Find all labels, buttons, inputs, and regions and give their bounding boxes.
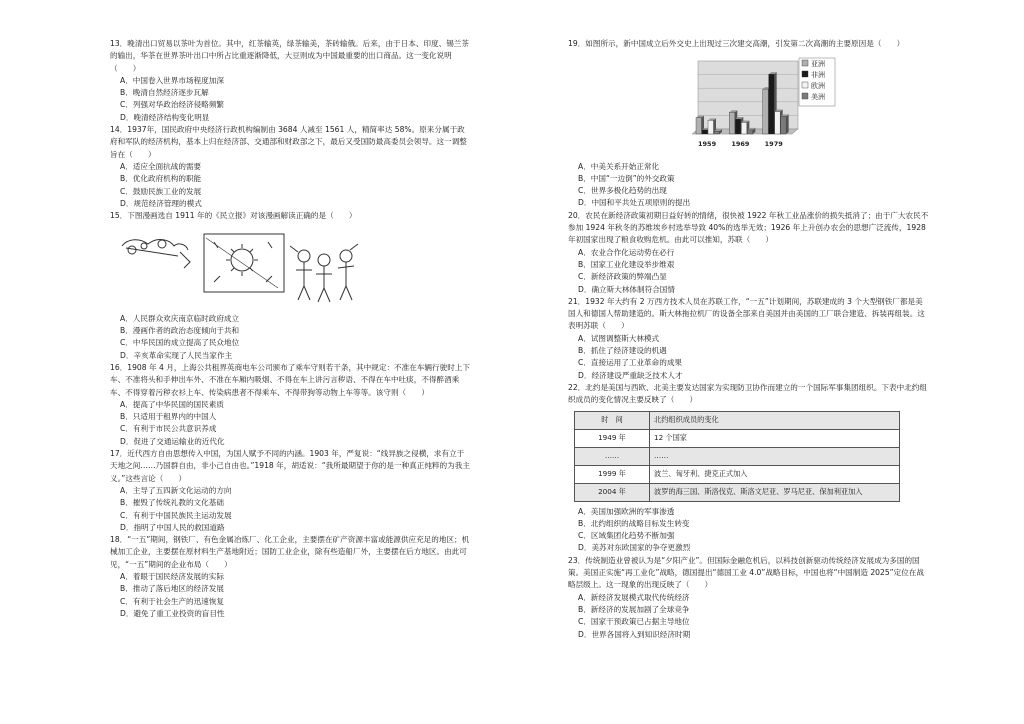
question-18 [110, 534, 470, 620]
diplomacy-bar-chart [678, 54, 838, 152]
option-a: A．中美关系开始正常化 [578, 161, 660, 171]
bar-非洲-1979 [769, 74, 775, 134]
table-cell: 2004 年 [575, 483, 650, 501]
table-row [575, 465, 900, 483]
option-b: B．优化政府机构的职能 [120, 174, 202, 184]
legend-swatch [802, 82, 808, 88]
option-b: B．推动了落后地区的经济发展 [120, 584, 224, 594]
table-row [575, 483, 900, 501]
legend-swatch [802, 60, 808, 66]
option-d: D．中国和平共处五项原则的提出 [578, 198, 691, 208]
bar-欧洲-1969 [741, 123, 747, 135]
option-b: B．晚清自然经济逐步瓦解 [120, 88, 209, 98]
question-stem: 15．下图漫画选自 1911 年的《民立报》对该漫画解读正确的是（ ） [110, 211, 357, 221]
option-d: D．指明了中国人民的救国道路 [120, 522, 225, 532]
x-tick-label: 1979 [764, 140, 783, 149]
bar-美洲-1959 [714, 132, 720, 135]
legend-entry: 非洲 [811, 71, 825, 80]
table-cell: 1949 年 [575, 429, 650, 447]
option-d: D．避免了重工业投资的盲目性 [120, 608, 225, 618]
option-c: C．有利于市民公共意识养成 [120, 424, 217, 434]
option-a: A．人民群众欢庆南京临时政府成立 [120, 313, 240, 323]
x-tick-label: 1969 [731, 140, 750, 149]
option-a: A．主导了五四新文化运动的方向 [120, 485, 232, 495]
bar-亚洲-1969 [729, 113, 735, 135]
question-stem: 19．如图所示，新中国成立后外交史上出现过三次建交高潮，引发第二次高潮的主要原因是（ ） [568, 39, 905, 48]
option-b: B．国家工业化建设举步维艰 [578, 259, 675, 269]
legend-entry: 亚洲 [811, 60, 825, 69]
table-cell: 波兰、匈牙利、捷克正式加入 [650, 465, 900, 483]
option-c: C．区域集团化趋势不断加强 [578, 531, 675, 541]
cartoon-illustration [118, 226, 368, 304]
bar-非洲-1969 [735, 119, 741, 134]
option-d: D．辛亥革命实现了人民当家作主 [120, 350, 233, 360]
option-b: B．新经济的发展加剧了全球竞争 [578, 604, 690, 614]
option-b: B．北约组织的战略目标发生转变 [578, 518, 690, 528]
option-a: A．中国卷入世界市场程度加深 [120, 75, 224, 85]
option-c: C．鼓励民族工业的发展 [120, 186, 202, 196]
option-a: A．着眼于国民经济发展的实际 [120, 571, 224, 581]
question-13 [110, 38, 470, 124]
option-c: C．有利于社会生产的迅速恢复 [120, 596, 225, 606]
table-row [575, 429, 900, 447]
bar-side [786, 115, 789, 135]
question-stem: 22．北约是美国与西欧、北美主要发达国家为实现防卫协作而建立的一个国际军事集团组织。下表中北约组织成员的变化情况主要反映了（ ） [568, 382, 927, 405]
table-header: 北约组织成员的变化 [650, 411, 900, 429]
left-column [110, 38, 470, 620]
option-a: A．适应全面抗战的需要 [120, 161, 202, 171]
question-stem: 16．1908 年 4 月，上海公共租界英商电车公司颁布了乘车守则若干条，其中规定：不准在车辆行驶时上下车、不准将头和手伸出车外、不准在车厢内吸烟、不得在车上讲污言秽语、不得在车中吐痰，不得醉酒乘车、不得穿着污秽衣衫上车、传染病患者不得乘车、不得带狗等动物上车等等。该守则（ ） [110, 362, 470, 397]
bar-美洲-1979 [781, 117, 787, 135]
option-a: A．新经济发展模式取代传统经济 [578, 592, 690, 602]
right-column [568, 38, 930, 641]
option-a: A．美国加强欧洲的军事渗透 [578, 506, 675, 516]
option-d: D．规范经济管理的模式 [120, 198, 202, 208]
option-c: C．直接运用了工业革命的成果 [578, 358, 683, 368]
option-c: C．新经济政策的弊端凸显 [578, 272, 667, 282]
option-c: C．世界多极化趋势的出现 [578, 186, 667, 196]
option-b: B．中国“一边倒”的外交政策 [578, 173, 675, 183]
question-22 [568, 382, 930, 555]
option-d: D．经济建设严重缺乏技术人才 [578, 370, 683, 380]
option-b: B．摧毁了传统礼教的文化基础 [120, 498, 224, 508]
question-23 [568, 555, 930, 641]
question-15 [110, 210, 470, 362]
bar-欧洲-1979 [775, 112, 781, 134]
legend-swatch [802, 71, 808, 77]
option-c: C．中华民国的成立提高了民众地位 [120, 338, 240, 348]
question-16 [110, 362, 470, 448]
option-b: B．抓住了经济建设的机遇 [578, 346, 667, 356]
table-cell: …… [650, 447, 900, 465]
nato-members-table [574, 411, 900, 502]
table-cell: 12 个国家 [650, 429, 900, 447]
question-stem: 21．1932 年大约有 2 万西方技术人员在苏联工作，“一五”计划期间，苏联建成的 3 个大型钢铁厂都是美国人和德国人帮助建造的。斯大林拖拉机厂的设备全部来自美国并由美国的工厂联合建造、拆装再组装。这表明苏联（ ） [568, 296, 925, 331]
table-header: 时 间 [575, 411, 650, 429]
option-b: B．只适用于租界内的中国人 [120, 412, 217, 422]
bar-欧洲-1959 [708, 121, 714, 135]
option-c: C．列强对华政治经济侵略频繁 [120, 100, 225, 110]
legend-entry: 美洲 [811, 93, 825, 102]
x-tick-label: 1959 [698, 140, 717, 149]
bar-亚洲-1959 [696, 118, 702, 134]
option-d: D．世界各国将入到知识经济时期 [578, 629, 691, 639]
question-stem: 13．晚清出口贸易以茶叶为首位。其中，红茶输英，绿茶输美，茶砖输俄。后来，由于日本、印度、锡兰茶的输出，华茶在世界茶叶出口中所占比重逐渐降低，大豆则成为中国最重要的出口商品。这一变化说明（ ） [110, 39, 469, 73]
legend-entry: 欧洲 [811, 82, 825, 91]
bar-亚洲-1979 [763, 89, 769, 134]
question-17 [110, 448, 470, 534]
option-a: A．提高了中华民国的国民素质 [120, 399, 224, 409]
question-stem: 23．传统制造业曾被认为是“夕阳产业”。但国际金融危机后，以科技创新驱动传统经济发展成为多国的国策。美国正实施“再工业化”战略，德国提出“德国工业 4.0”战略目标，中国也将“中国制造 2025”定位在战略层级上。这一现象的出现反映了（ ） [568, 555, 924, 590]
table-cell: 波罗的海三国、斯洛伐克、斯洛文尼亚、罗马尼亚、保加利亚加入 [650, 483, 900, 501]
legend-swatch [802, 93, 808, 99]
question-stem: 14．1937年，国民政府中央经济行政机构编制由 3684 人减至 1561 人，精简率达 58%。原来分属于政府和军队的经济机构，基本上归在经济部、交通部和财政部之下，最后又受国防最高委员会领导。这一调整旨在（ ） [110, 125, 467, 159]
option-c: C．国家干预政策已占据主导地位 [578, 617, 690, 627]
option-a: A．农业合作化运动势在必行 [578, 247, 675, 257]
option-d: D．晚清经济结构变化明显 [120, 112, 210, 122]
option-a: A．试图调整斯大林模式 [578, 333, 660, 343]
option-d: D．促进了交通运输业的近代化 [120, 436, 225, 446]
question-20 [568, 210, 930, 296]
question-21 [568, 296, 930, 382]
question-stem: 20．农民在新经济政策初期日益好转的情绪，很快被 1922 年秋工业品涨价的损失抵消了；由于广大农民不参加 1924 年秋冬的苏维埃乡村选举导致 40%的选举无效；1926 年上升创办农会的思想广泛流传，1928 年初国家出现了粮食收购危机。由此可以推知，苏联（ ） [568, 210, 929, 245]
question-stem: 18．“一五”期间，钢铁厂、有色金属冶炼厂、化工企业，主要摆在矿产资源丰富或能源供应充足的地区；机械加工企业，主要摆在原材料生产基地附近；国防工业企业，除有些造船厂外，主要摆在后方地区。由此可见，“一五”期间的企业布局（ ） [110, 535, 470, 569]
table-header-row [575, 411, 900, 429]
option-d: D．美苏对东欧国家的争夺更激烈 [578, 543, 691, 553]
question-19 [568, 38, 930, 210]
bar-非洲-1959 [702, 130, 708, 134]
table-row [575, 447, 900, 465]
question-stem: 17．近代西方自由思想传入中国，为国人赋予不同的内涵。1903 年，严复说：“线异族之侵横，求有立于天地之间……乃国群自由，非小己自由也。”1918 年，胡适说：“我所最期望于你的是一种真正纯粹的为我主义。”这些言论（ ） [110, 449, 470, 483]
table-cell: …… [575, 447, 650, 465]
option-b: B．漫画作者的政治态度倾向于共和 [120, 326, 240, 336]
bar-美洲-1969 [747, 130, 753, 134]
table-cell: 1999 年 [575, 465, 650, 483]
option-d: D．确立斯大林体制符合国情 [578, 284, 675, 294]
question-14 [110, 124, 470, 210]
option-c: C．有利于中国民族民主运动发展 [120, 510, 232, 520]
